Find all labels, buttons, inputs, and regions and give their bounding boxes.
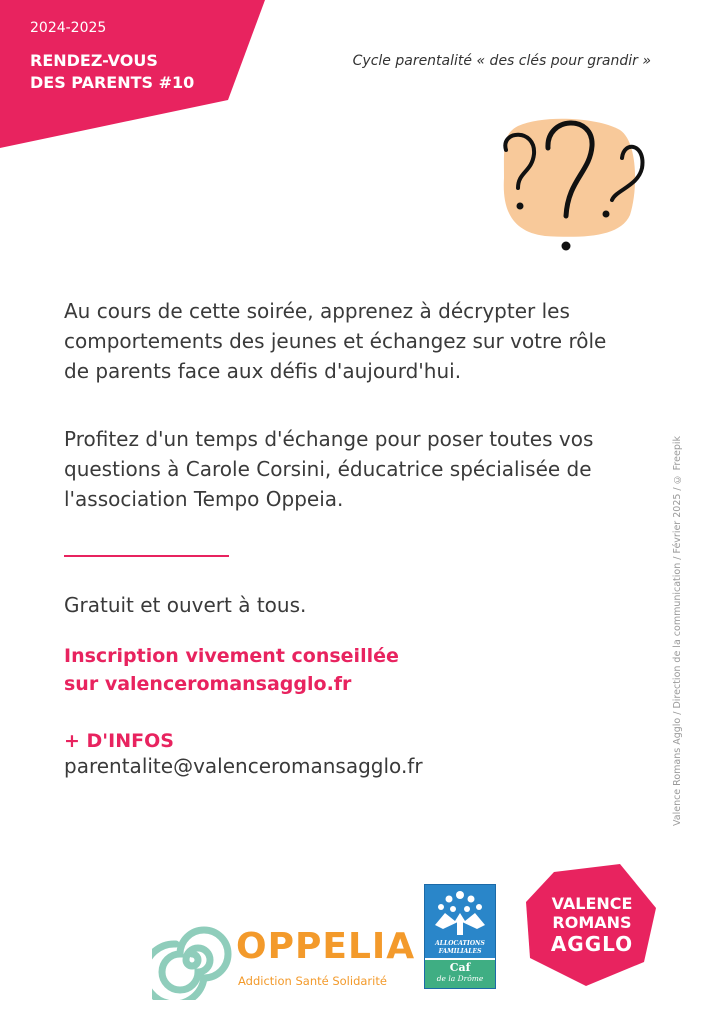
caf-line-2: FAMILIALES [438, 948, 482, 955]
registration-line-1: Inscription vivement conseillée [64, 645, 399, 667]
caf-logo [424, 884, 496, 989]
registration-link[interactable]: sur valenceromansagglo.fr [64, 673, 352, 695]
question-marks-illustration [490, 110, 650, 265]
caf-region: de la Drôme [436, 974, 484, 983]
divider-line [64, 555, 229, 557]
valence-romans-agglo-logo [524, 862, 660, 987]
event-title: RENDEZ-VOUS DES PARENTS #10 [30, 51, 195, 92]
oppelia-tagline: Addiction Santé Solidarité [238, 974, 387, 988]
spiral-icon [152, 920, 232, 1000]
cycle-subtitle: Cycle parentalité « des clés pour grandir » [352, 53, 651, 69]
oppelia-name: OPPELIA [236, 926, 416, 967]
season-year: 2024-2025 [30, 20, 107, 36]
credit-line: Valence Romans Agglo / Direction de la communication / Février 2025 / © Freepik [672, 436, 683, 826]
oppelia-logo [152, 920, 416, 1000]
exchange-paragraph: Profitez d'un temps d'échange pour poser toutes vos questions à Carole Corsini, éducatrice spécialisée de l'association Tempo Oppeia. [64, 427, 594, 511]
more-info-label: + D'INFOS [64, 730, 174, 752]
caf-line-1: ALLOCATIONS [435, 940, 485, 947]
vra-line-3: AGGLO [550, 932, 634, 956]
header-banner [0, 0, 265, 150]
registration-notice [64, 642, 399, 698]
caf-name: Caf [449, 961, 471, 974]
vra-line-2: ROMANS [552, 913, 632, 932]
caf-name-band [425, 960, 495, 988]
intro-paragraph: Au cours de cette soirée, apprenez à décrypter les comportements des jeunes et échangez sur votre rôle de parents face aux défis d'aujourd'hui. [64, 299, 607, 383]
caf-family-emblem [425, 885, 495, 940]
caf-allocations-band [425, 940, 495, 958]
contact-email-link[interactable]: parentalite@valenceromansagglo.fr [64, 754, 423, 778]
vra-line-1: VALENCE [551, 894, 633, 913]
free-entry-text: Gratuit et ouvert à tous. [64, 593, 307, 617]
